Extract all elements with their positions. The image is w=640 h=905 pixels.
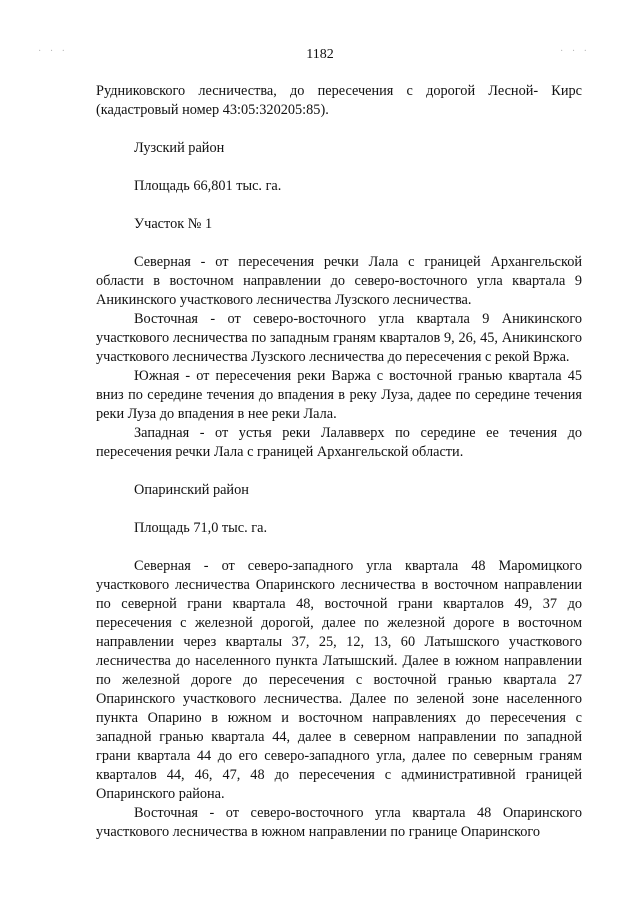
paragraph-south-border-luzsky: Южная - от пересечения реки Варжа с восточной гранью квартала 45 вниз по середине течения до впадения в реку Луза, дадее по середине течения реки Луза до впадения в нее реки Лала. xyxy=(96,368,582,422)
paragraph-west-border-luzsky: Западная - от устья реки Лалавверх по середине ее течения до пересечения речки Лала с границей Архангельской области. xyxy=(96,425,582,460)
paragraph-north-border-luzsky: Северная - от пересечения речки Лала с границей Архангельской области в восточном направлении до северо-восточного угла квартала 9 Аникинского участкового лесничества Лузского лесничества. xyxy=(96,254,582,308)
document-body xyxy=(96,82,582,842)
paragraph-continuation: Рудниковского лесничества, до пересечения с дорогой Лесной- Кирс (кадастровый номер 43:05:320205:85). xyxy=(96,83,582,118)
heading-luzsky-district: Лузский район xyxy=(134,140,225,156)
paragraph-east-border-oparinsky: Восточная - от северо-восточного угла квартала 48 Опаринского участкового лесничества в южном направлении по границе Опаринского xyxy=(96,805,582,840)
scan-noise: · · · xyxy=(38,46,68,57)
paragraph-north-border-oparinsky: Северная - от северо-западного угла квартала 48 Маромицкого участкового лесничества Опаринского лесничества в восточном направлении по северной грани квартала 48, восточной грани кварталов 49, 37 до пересечения с железной дорогой, далее по железной дороге в восточном направлении через кварталы 37, 25, 12, 13, 60 Латышского участкового лесничества до населенного пункта Латышский. Далее в южном направлении по железной дороге до пересечения с восточной гранью квартала 27 Опаринского участкового лесничества. Далее по зеленой зоне населенного пункта Опарино в южном и восточном направлениях до пересечения с западной гранью квартала 44, далее в северном направлении по западной грани квартала 44 до его северо-западного угла, далее по северным граням кварталов 44, 46, 47, 48 до пересечения с административной границей Опаринского района. xyxy=(96,558,582,802)
heading-luzsky-area: Площадь 66,801 тыс. га. xyxy=(134,178,282,194)
heading-oparinsky-district: Опаринский район xyxy=(134,482,249,498)
heading-oparinsky-area: Площадь 71,0 тыс. га. xyxy=(134,520,268,536)
page-number: 1182 xyxy=(306,47,334,62)
paragraph-east-border-luzsky: Восточная - от северо-восточного угла квартала 9 Аникинского участкового лесничества по западным граням кварталов 9, 26, 45, Аникинского участкового лесничества Лузского лесничества до пересечения с рекой Вржа. xyxy=(96,311,582,365)
heading-plot-1: Участок № 1 xyxy=(134,216,213,232)
scan-noise: · · · xyxy=(560,46,590,57)
